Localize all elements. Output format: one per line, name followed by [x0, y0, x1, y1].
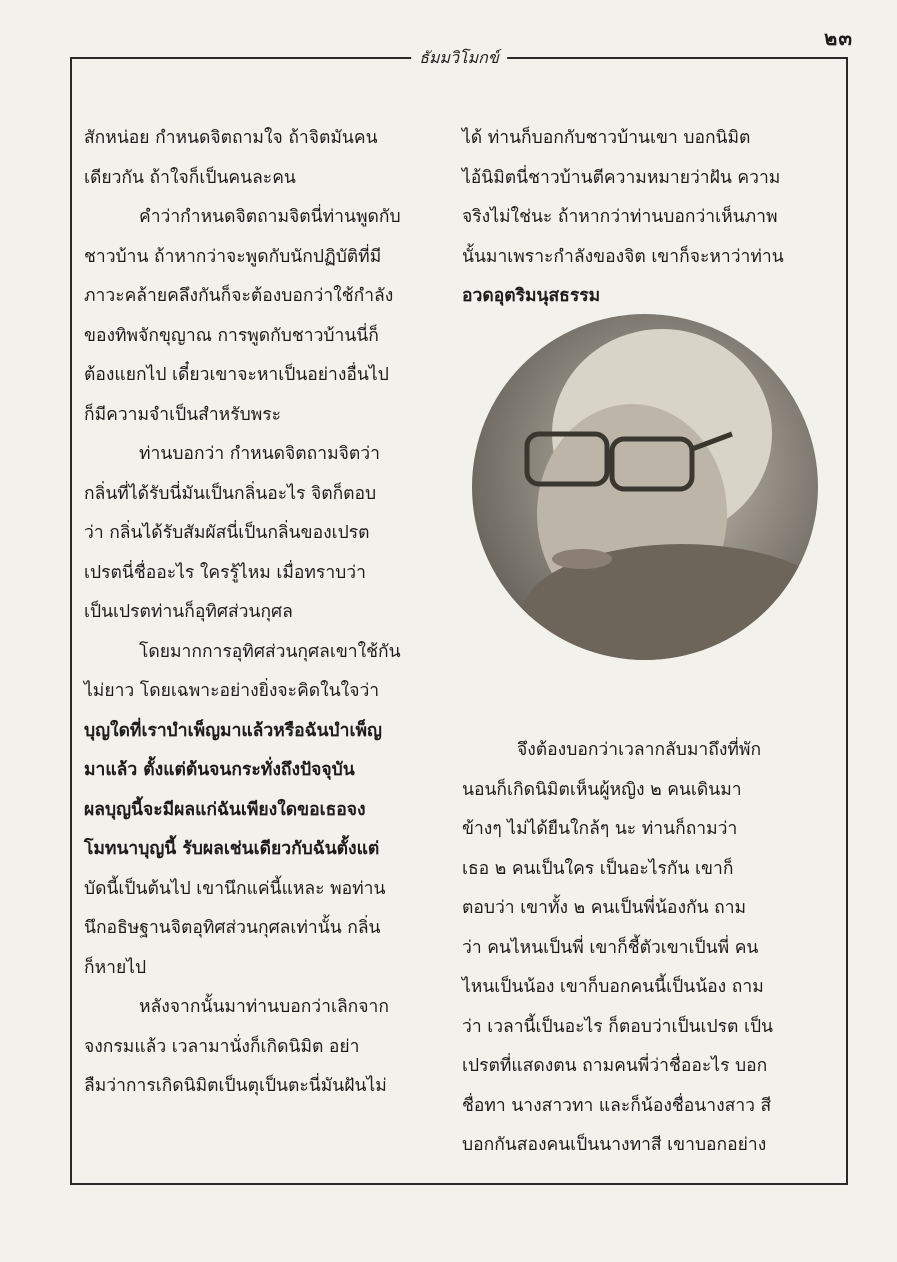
text-line: ไหนเป็นน้อง เขาก็บอกคนนี้เป็นน้อง ถาม: [462, 977, 764, 997]
text-line: เธอ ๒ คนเป็นใคร เป็นอะไรกัน เขาก็: [462, 858, 734, 879]
page-frame: [70, 48, 848, 1185]
text-line: ข้างๆ ไม่ได้ยืนใกล้ๆ นะ ท่านก็ถามว่า: [462, 819, 738, 839]
text-line: ต้องแยกไป เดี๋ยวเขาจะหาเป็นอย่างอื่นไป: [84, 365, 389, 385]
text-line: ว่า เวลานี้เป็นอะไร ก็ตอบว่าเป็นเปรต เป็น: [462, 1016, 774, 1037]
text-line: เปรตนี่ชื่ออะไร ใครรู้ไหม เมื่อทราบว่า: [84, 562, 366, 583]
text-line: โมทนาบุญนี้ รับผลเช่นเดียวกับฉันตั้งแต่: [84, 839, 380, 859]
text-line: ก็หายไป: [84, 957, 147, 978]
text-line: ก็มีความจำเป็นสำหรับพระ: [84, 404, 282, 425]
text-line: ของทิพจักขุญาณ การพูดกับชาวบ้านนี่ก็: [84, 325, 379, 346]
text-line: ว่า คนไหนเป็นพี่ เขาก็ชี้ตัวเขาเป็นพี่ คน: [462, 937, 759, 958]
monk-portrait-photo: [472, 314, 818, 660]
text-line: ไม่ยาว โดยเฉพาะอย่างยิ่งจะคิดในใจว่า: [84, 681, 380, 701]
text-line: ชื่อทา นางสาวทา และก็น้องชื่อนางสาว สี: [462, 1095, 772, 1116]
text-line: บอกกันสองคนเป็นนางทาสี เขาบอกอย่าง: [462, 1135, 767, 1155]
text-line: สักหน่อย กำหนดจิตถามใจ ถ้าจิตมันคน: [84, 128, 378, 148]
text-line: เปรตที่แสดงตน ถามคนพี่ว่าชื่ออะไร บอก: [462, 1056, 768, 1076]
text-line: คำว่ากำหนดจิตถามจิตนี่ท่านพูดกับ: [139, 207, 401, 227]
text-line: ท่านบอกว่า กำหนดจิตถามจิตว่า: [139, 444, 380, 464]
text-line: จริงไม่ใช่นะ ถ้าหากว่าท่านบอกว่าเห็นภาพ: [462, 207, 778, 227]
text-line: เดียวกัน ถ้าใจก็เป็นคนละคน: [84, 167, 296, 188]
text-line: ภาวะคล้ายคลึงกันก็จะต้องบอกว่าใช้กำลัง: [84, 286, 394, 306]
text-line: อวดอุตริมนุสธรรม: [462, 286, 601, 306]
text-line: ว่า กลิ่นได้รับสัมผัสนี่เป็นกลิ่นของเปรต: [84, 523, 370, 543]
text-line: เป็นเปรตท่านก็อุทิศส่วนกุศล: [84, 602, 293, 622]
text-line: บัดนี้เป็นต้นไป เขานึกแค่นี้แหละ พอท่าน: [84, 878, 386, 899]
header-title: ธัมมวิโมกข์: [411, 46, 507, 71]
right-column-bottom: [462, 731, 832, 1166]
text-line: ตอบว่า เขาทั้ง ๒ คนเป็นพี่น้องกัน ถาม: [462, 898, 747, 918]
page-number: ๒๓: [824, 26, 853, 50]
text-line: โดยมากการอุทิศส่วนกุศลเขาใช้กัน: [139, 641, 401, 662]
text-line: ไอ้นิมิตนี่ชาวบ้านตีความหมายว่าฝัน ความ: [462, 167, 781, 188]
text-line: บุญใดที่เราบำเพ็ญมาแล้วหรือฉันบำเพ็ญ: [84, 720, 382, 741]
left-column: [84, 119, 449, 1107]
text-line: ชาวบ้าน ถ้าหากว่าจะพูดกับนักปฏิบัติที่มี: [84, 246, 382, 267]
text-line: ลืมว่าการเกิดนิมิตเป็นตุเป็นตะนี่มันฝันไม่: [84, 1076, 387, 1096]
text-line: มาแล้ว ตั้งแต่ต้นจนกระทั่งถึงปัจจุบัน: [84, 760, 355, 780]
text-line: จงกรมแล้ว เวลามานั่งก็เกิดนิมิต อย่า: [84, 1036, 360, 1057]
text-line: ผลบุญนี้จะมีผลแก่ฉันเพียงใดขอเธอจง: [84, 799, 366, 820]
right-column-top: [462, 119, 832, 317]
text-line: ได้ ท่านก็บอกกับชาวบ้านเขา บอกนิมิต: [462, 128, 751, 148]
text-line: นอนก็เกิดนิมิตเห็นผู้หญิง ๒ คนเดินมา: [462, 779, 742, 800]
text-line: หลังจากนั้นมาท่านบอกว่าเลิกจาก: [139, 997, 389, 1017]
text-line: จึงต้องบอกว่าเวลากลับมาถึงที่พัก: [517, 740, 762, 760]
text-line: นึกอธิษฐานจิตอุทิศส่วนกุศลเท่านั้น กลิ่น: [84, 918, 381, 938]
portrait-illustration: [472, 314, 818, 660]
text-line: กลิ่นที่ได้รับนี่มันเป็นกลิ่นอะไร จิตก็ตอบ: [84, 483, 377, 504]
text-line: นั้นมาเพราะกำลังของจิต เขาก็จะหาว่าท่าน: [462, 246, 784, 267]
